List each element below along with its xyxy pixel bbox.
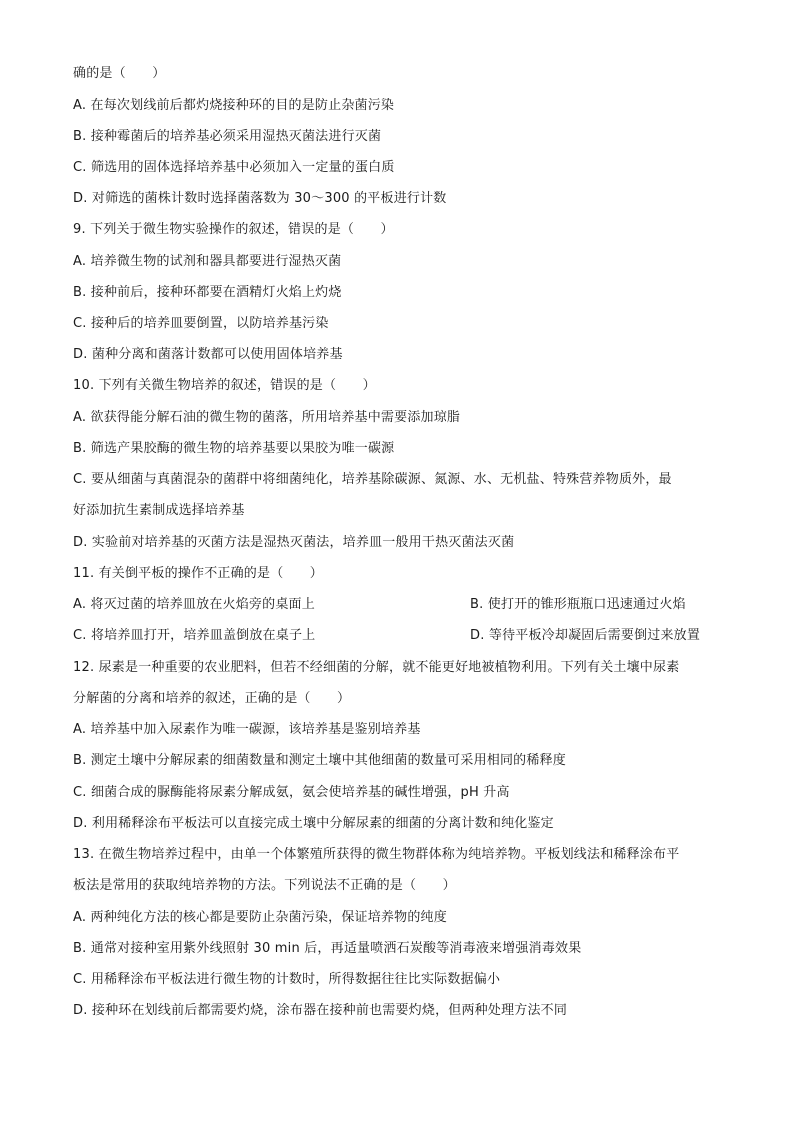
- q9-option-d: D. 菌种分离和菌落计数都可以使用固体培养基: [73, 347, 343, 362]
- q12-option-d: D. 利用稀释涂布平板法可以直接完成土壤中分解尿素的细菌的分离计数和纯化鉴定: [73, 816, 554, 831]
- question-12-stem-cont: 分解菌的分离和培养的叙述，正确的是（ ）: [73, 691, 351, 706]
- q13-option-d: D. 接种环在划线前后都需要灼烧，涂布器在接种前也需要灼烧，但两种处理方法不同: [73, 1003, 568, 1018]
- question-10-stem: 10. 下列有关微生物培养的叙述，错误的是（ ）: [73, 378, 376, 393]
- question-9-stem: 9. 下列关于微生物实验操作的叙述，错误的是（ ）: [73, 222, 394, 237]
- q8-option-a: A. 在每次划线前后都灼烧接种环的目的是防止杂菌污染: [73, 98, 395, 113]
- q8-option-c: C. 筛选用的固体选择培养基中必须加入一定量的蛋白质: [73, 160, 395, 175]
- q13-option-b: B. 通常对接种室用紫外线照射 30 min 后，再适量喷洒石炭酸等消毒液来增强消毒效果: [73, 941, 582, 956]
- q11-option-b: B. 使打开的锥形瓶瓶口迅速通过火焰: [470, 597, 686, 612]
- q12-option-c: C. 细菌合成的脲酶能将尿素分解成氨，氨会使培养基的碱性增强，pH 升高: [73, 785, 510, 800]
- q9-option-c: C. 接种后的培养皿要倒置，以防培养基污染: [73, 316, 329, 331]
- q10-option-a: A. 欲获得能分解石油的微生物的菌落，所用培养基中需要添加琼脂: [73, 410, 461, 425]
- question-11-stem: 11. 有关倒平板的操作不正确的是（ ）: [73, 566, 324, 581]
- q10-option-b: B. 筛选产果胶酶的微生物的培养基要以果胶为唯一碳源: [73, 441, 395, 456]
- q13-option-c: C. 用稀释涂布平板法进行微生物的计数时，所得数据往往比实际数据偏小: [73, 972, 501, 987]
- q8-option-b: B. 接种霉菌后的培养基必须采用湿热灭菌法进行灭菌: [73, 129, 382, 144]
- question-8-stem-tail: 确的是（ ）: [73, 66, 166, 81]
- q10-option-c-cont: 好添加抗生素制成选择培养基: [73, 503, 245, 518]
- q11-option-d: D. 等待平板冷却凝固后需要倒过来放置: [470, 628, 701, 643]
- q9-option-b: B. 接种前后，接种环都要在酒精灯火焰上灼烧: [73, 285, 342, 300]
- q13-option-a: A. 两种纯化方法的核心都是要防止杂菌污染，保证培养物的纯度: [73, 910, 447, 925]
- q10-option-c: C. 要从细菌与真菌混杂的菌群中将细菌纯化，培养基除碳源、氮源、水、无机盐、特殊营养物质外，最: [73, 472, 672, 487]
- q11-option-c: C. 将培养皿打开，培养皿盖倒放在桌子上: [73, 628, 316, 643]
- q11-row-1: [73, 594, 723, 616]
- q10-option-d: D. 实验前对培养基的灭菌方法是湿热灭菌法，培养皿一般用干热灭菌法灭菌: [73, 535, 515, 550]
- q12-option-b: B. 测定土壤中分解尿素的细菌数量和测定土壤中其他细菌的数量可采用相同的稀释度: [73, 753, 566, 768]
- q11-row-2: [73, 625, 723, 647]
- question-13-stem-cont: 板法是常用的获取纯培养物的方法。下列说法不正确的是（ ）: [73, 878, 456, 893]
- q12-option-a: A. 培养基中加入尿素作为唯一碳源，该培养基是鉴别培养基: [73, 722, 421, 737]
- q9-option-a: A. 培养微生物的试剂和器具都要进行湿热灭菌: [73, 254, 342, 269]
- question-13-stem: 13. 在微生物培养过程中，由单一个体繁殖所获得的微生物群体称为纯培养物。平板划线法和稀释涂布平: [73, 847, 680, 862]
- q8-option-d: D. 对筛选的菌株计数时选择菌落数为 30～300 的平板进行计数: [73, 191, 447, 206]
- question-12-stem: 12. 尿素是一种重要的农业肥料，但若不经细菌的分解，就不能更好地被植物利用。下列有关土壤中尿素: [73, 660, 680, 675]
- q11-option-a: A. 将灭过菌的培养皿放在火焰旁的桌面上: [73, 597, 315, 612]
